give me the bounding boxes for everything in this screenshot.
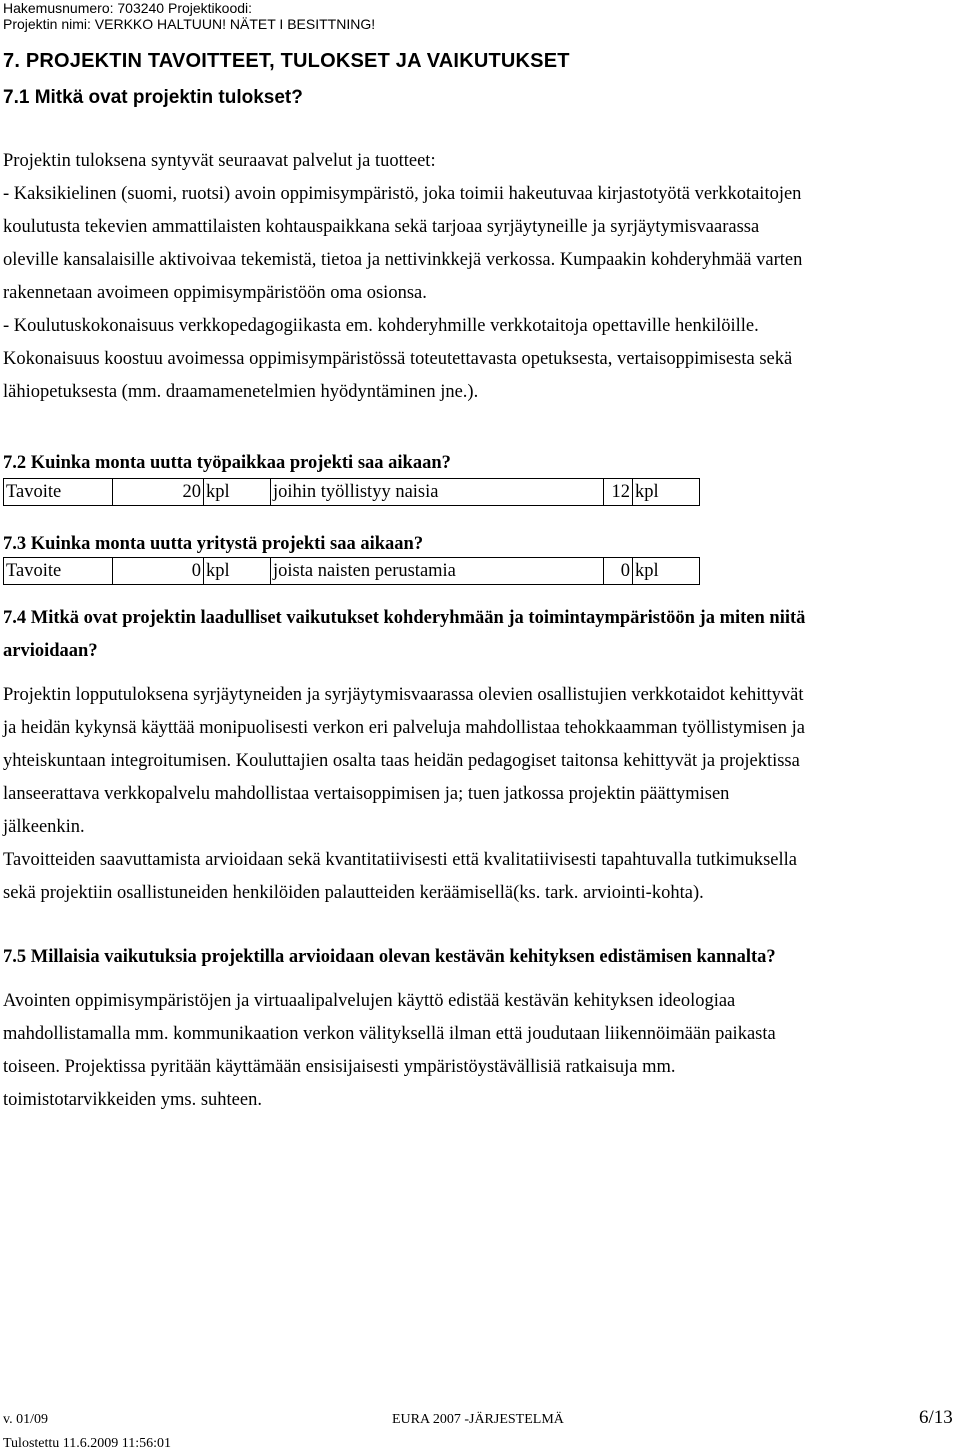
subsection-7-5-title bbox=[3, 941, 776, 974]
question-text: 7.3 Kuinka monta uutta yritystä projekti saa aikaan? bbox=[3, 534, 424, 554]
text-line: rakennetaan avoimeen oppimisympäristöön oma osionsa. bbox=[3, 283, 427, 303]
question-text: 7.4 Mitkä ovat projektin laadulliset vaikutukset kohderyhmään ja toimintaympäristöön ja miten niitä bbox=[3, 608, 806, 628]
text-line: Tavoitteiden saavuttamista arvioidaan sekä kvantitatiivisesti että kvalitatiivisesti tapahtuvalla tutkimuksella bbox=[3, 850, 797, 870]
text-line: lähiopetuksesta (mm. draamamenetelmien hyödyntäminen jne.). bbox=[3, 382, 479, 402]
table-row bbox=[4, 558, 700, 585]
text-line: toiseen. Projektissa pyritään käyttämään ensisijaisesti ympäristöystävällisiä ratkaisuja mm. bbox=[3, 1057, 676, 1077]
question-text: 7.5 Millaisia vaikutuksia projektilla arvioidaan olevan kestävän kehityksen edistämisen kannalta? bbox=[3, 947, 776, 967]
text-line: koulutusta tekevien ammattilaisten kohtauspaikkana sekä tarjoaa syrjäytyneille ja syrjäytymisvaarassa bbox=[3, 217, 760, 237]
text-line: jälkeenkin. bbox=[3, 817, 85, 837]
page-number: 6/13 bbox=[919, 1407, 953, 1428]
text-line: oleville kansalaisille aktivoivaa tekemistä, tietoa ja nettivinkkejä verkossa. Kumpaakin kohderyhmää varten bbox=[3, 250, 803, 270]
text-line: Projektin lopputuloksena syrjäytyneiden ja syrjäytymisvaarassa olevien osallistujien verkkotaidot kehittyvät bbox=[3, 685, 804, 705]
subsection-7-1-title: 7.1 Mitkä ovat projektin tulokset? bbox=[3, 87, 303, 108]
subsection-7-4-text bbox=[3, 679, 805, 910]
section-title: 7. PROJEKTIN TAVOITTEET, TULOKSET JA VAIKUTUKSET bbox=[3, 50, 570, 72]
text-line: toimistotarvikkeiden yms. suhteen. bbox=[3, 1090, 262, 1110]
text-line: Projektin tuloksena syntyvät seuraavat palvelut ja tuotteet: bbox=[3, 151, 436, 171]
women-label: joista naisten perustamia bbox=[271, 558, 604, 585]
print-timestamp: Tulostettu 11.6.2009 11:56:01 bbox=[3, 1436, 172, 1451]
subsection-7-5-text bbox=[3, 985, 776, 1117]
subsection-7-4-title bbox=[3, 602, 805, 668]
question-text: 7.2 Kuinka monta uutta työpaikkaa projekti saa aikaan? bbox=[3, 453, 451, 473]
women-unit: kpl bbox=[633, 479, 700, 506]
target-unit: kpl bbox=[204, 558, 271, 585]
application-number: Hakemusnumero: 703240 Projektikoodi: bbox=[3, 0, 253, 16]
jobs-table bbox=[3, 478, 700, 506]
companies-table bbox=[3, 557, 700, 585]
system-name: EURA 2007 -JÄRJESTELMÄ bbox=[392, 1412, 564, 1427]
target-label: Tavoite bbox=[4, 558, 113, 585]
target-unit: kpl bbox=[204, 479, 271, 506]
text-line: ja heidän kykynsä käyttää monipuolisesti verkon eri palveluja mahdollistaa tehokkaamman työllistymisen ja bbox=[3, 718, 805, 738]
women-unit: kpl bbox=[633, 558, 700, 585]
target-value: 20 bbox=[113, 479, 204, 506]
women-value: 0 bbox=[604, 558, 633, 585]
question-text: arvioidaan? bbox=[3, 641, 98, 661]
text-line: lanseerattava verkkopalvelu mahdollistaa vertaisoppimisen ja; tuen jatkossa projektin päättymisen bbox=[3, 784, 730, 804]
table-row bbox=[4, 479, 700, 506]
project-name: Projektin nimi: VERKKO HALTUUN! NÄTET I BESITTNING! bbox=[3, 16, 376, 32]
subsection-7-2-title bbox=[3, 447, 451, 480]
text-line: yhteiskuntaan integroitumisen. Kouluttajien osalta taas heidän pedagogiset taitonsa kehittyvät ja projektissa bbox=[3, 751, 800, 771]
text-line: - Kaksikielinen (suomi, ruotsi) avoin oppimisympäristö, joka toimii hakeutuvaa kirjastotyötä verkkotaitojen bbox=[3, 184, 802, 204]
subsection-7-1-text bbox=[3, 145, 802, 409]
text-line: Avointen oppimisympäristöjen ja virtuaalipalvelujen käyttö edistää kestävän kehityksen ideologiaa bbox=[3, 991, 736, 1011]
text-line: Kokonaisuus koostuu avoimessa oppimisympäristössä toteutettavasta opetuksesta, vertaisoppimisesta sekä bbox=[3, 349, 793, 369]
target-value: 0 bbox=[113, 558, 204, 585]
text-line: sekä projektiin osallistuneiden henkilöiden palautteiden keräämisellä(ks. tark. arviointi-kohta). bbox=[3, 883, 704, 903]
text-line: - Koulutuskokonaisuus verkkopedagogiikasta em. kohderyhmille verkkotaitoja opettaville henkilöille. bbox=[3, 316, 759, 336]
text-line: mahdollistamalla mm. kommunikaation verkon välityksellä ilman että joudutaan liikennöimään paikasta bbox=[3, 1024, 776, 1044]
women-label: joihin työllistyy naisia bbox=[271, 479, 604, 506]
version: v. 01/09 bbox=[3, 1412, 48, 1427]
target-label: Tavoite bbox=[4, 479, 113, 506]
women-value: 12 bbox=[604, 479, 633, 506]
